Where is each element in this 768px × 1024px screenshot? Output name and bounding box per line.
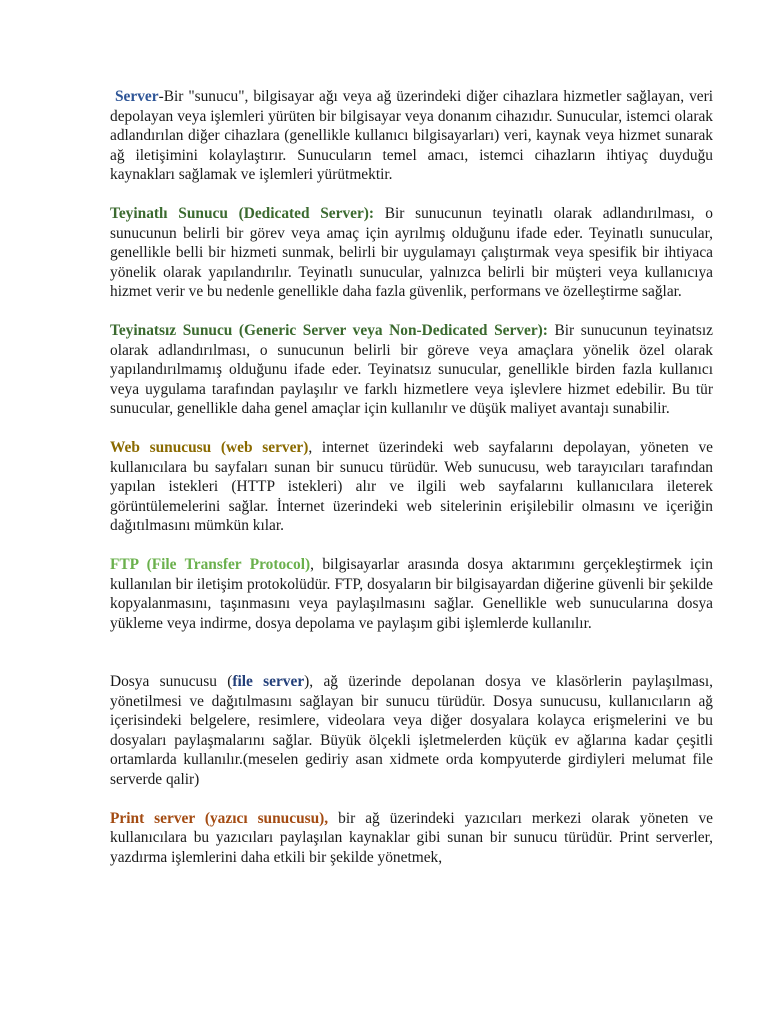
paragraph-file-server [110,672,713,789]
paragraph-print-server-text: bir ağ üzerindeki yazıcıları merkezi olarak yöneten ve kullanıcılara bu yazıcıları paylaşılan kaynaklar gibi sunan bir sunucu türüdür. Print serverler, yazdırma işlemlerini daha etkili bir şekilde yönetmek, [110,809,713,866]
paragraph-generic-server-text: Bir sunucunun teyinatsız olarak adlandırılması, o sunucunun belirli bir göreve veya amaçlara yönelik özel olarak yapılandırılmamış olduğunu ifade eder. Teyinatsız sunucular, genellikle birden fazla kullanıcı veya uygulama tarafından paylaşılır ve farklı hizmetlere veya işlevlere hizmet edebilir. Bu tür sunucular, genellikle daha genel amaçlar için kullanılır ve düşük maliyet avantajı sunabilir. [110,322,713,417]
term-ftp: FTP (File Transfer Protocol) [110,556,311,573]
paragraph-print-server [110,809,713,868]
paragraph-dedicated-server-text: Bir sunucunun teyinatlı olarak adlandırılması, o sunucunun belirli bir görev veya amaç için ayrılmış olduğunu ifade eder. Teyinatlı sunucular, genellikle belli bir hizmeti sunmak, belirli bir uygulamayı çalıştırmak veya spesifik bir ihtiyaca yönelik olarak yapılandırılır. Teyinatlı sunucular, yalnızca belirli bir müşteri veya kullanıcıya hizmet verir ve bu nedenle genellikle daha fazla güvenlik, performans ve özelleştirme sağlar. [110,205,713,300]
paragraph-server [110,87,713,185]
spacer [110,536,713,556]
spacer [110,789,713,809]
paragraph-web-server [110,438,713,536]
spacer [110,185,713,205]
paragraph-ftp [110,555,713,633]
term-print-server: Print server (yazıcı sunucusu), [110,809,329,827]
paragraph-web-server-text: , internet üzerindeki web sayfalarını depolayan, yöneten ve kullanıcılara bu sayfaları sunan bir sunucu türüdür. Web sunucusu, web tarayıcıları tarafından yapılan istekleri (HTTP istekleri) alır ve ilgili web sayfalarını kullanıcılara ileterek görüntülemelerini sağlar. İnternet üzerindeki web sitelerinin erişilebilir olmasını ve içeriğin dağıtılmasını mümkün kılar. [110,439,713,534]
term-dedicated-server: Teyinatlı Sunucu (Dedicated Server): [110,205,375,222]
term-generic-server: Teyinatsız Sunucu (Generic Server veya Non-Dedicated Server): [110,322,548,339]
paragraph-server-text: -Bir "sunucu", bilgisayar ağı veya ağ üzerindeki diğer cihazlara hizmetler sağlayan, veri depolayan veya işlemleri yürüten bir bilgisayar veya donanım cihazıdır. Sunucular, istemci olarak adlandırılan diğer cihazlara (genellikle kullanıcı bilgisayarları) veri, kaynak veya hizmet sunarak ağ iletişimini kolaylaştırır. Sunucuların temel amacı, istemci cihazların ihtiyaç duyduğu kaynakları sağlamak ve işlemleri yürütmektir. [110,88,713,183]
paragraph-ftp-text: , bilgisayarlar arasında dosya aktarımını gerçekleştirmek için kullanılan bir iletişim protokolüdür. FTP, dosyaların bir bilgisayardan diğerine güvenli bir şekilde kopyalanmasını, taşınmasını veya paylaşılmasını sağlar. Genellikle web sunucularına dosya yükleme veya indirme, dosya depolama ve paylaşım gibi işlemlerde kullanılır. [110,556,714,632]
spacer [110,302,713,322]
term-web-server: Web sunucusu (web server) [110,439,309,456]
term-server: Server [114,88,159,105]
spacer [110,419,713,439]
paragraph-file-server-text: ), ağ üzerinde depolanan dosya ve klasörlerin paylaşılması, yönetilmesi ve dağıtılmasını sağlayan bir sunucu türüdür. Dosya sunucusu, kullanıcıların ağ içerisindeki belgelere, resimlere, videolara veya diğer dosyalara kolayca erişmelerini ve bu dosyaları paylaşmalarını sağlar. Büyük ölçekli işletmelerden küçük ev ağlarına kadar çeşitli ortamlarda kullanılır.(meselen gediriy asan xidmete orda kompyuterde girdiyleri melumat file serverde qalir) [110,673,714,788]
paragraph-generic-server [110,321,713,419]
paragraph-file-server-lead: Dosya sunucusu ( [110,673,233,690]
term-file-server: file server [232,673,305,690]
spacer [110,633,713,672]
document-page [110,87,713,867]
paragraph-dedicated-server [110,204,713,302]
